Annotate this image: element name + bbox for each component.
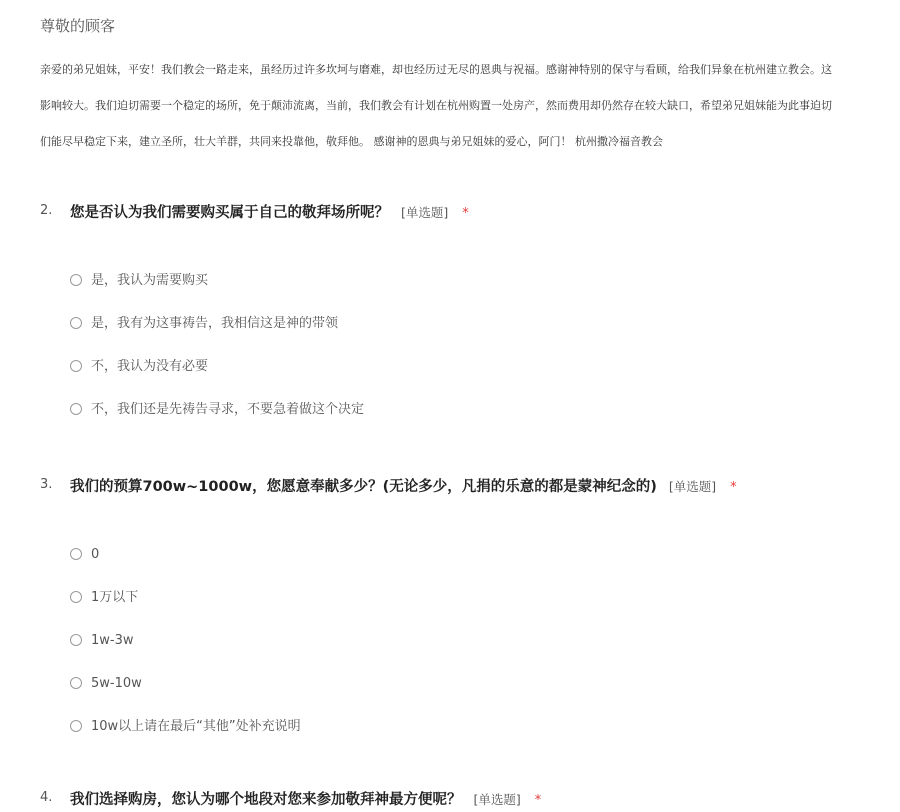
question-type-tag: [单选题] [401,205,449,220]
option-label[interactable]: 不，我们还是先祷告寻求，不要急着做这个决定 [91,402,365,417]
radio-button[interactable] [70,274,82,286]
question-header [40,788,900,812]
intro-line: 影响较大。我们迫切需要一个稳定的场所，免于颠沛流离，当前，我们教会有计划在杭州购置一处房产，然而费用却仍然存在较大缺口，希望弟兄姐妹能为此事迫切 [40,99,832,112]
required-marker: * [534,793,542,808]
radio-button[interactable] [70,548,82,560]
question-title [70,788,541,809]
radio-option[interactable] [70,590,301,633]
radio-button[interactable] [70,591,82,603]
option-label[interactable]: 1w-3w [91,633,134,648]
option-label[interactable]: 5w-10w [91,676,142,691]
survey-page [40,0,900,808]
question-header [40,475,900,499]
question-title-text: 我们选择购房，您认为哪个地段对您来参加敬拜神最方便呢？ [70,792,462,808]
question-header [40,201,900,225]
question-number: 2. [40,203,53,218]
intro-line: 亲爱的弟兄姐妹，平安！我们教会一路走来，虽经历过许多坎坷与磨难，却也经历过无尽的恩典与祝福。感谢神特别的保守与看顾，给我们异象在杭州建立教会。这 [40,63,832,76]
question-title-text: 您是否认为我们需要购买属于自己的敬拜场所呢？ [70,205,389,221]
option-label[interactable]: 不，我认为没有必要 [91,359,209,374]
option-label[interactable]: 0 [91,547,100,562]
radio-option[interactable] [70,316,364,359]
question-2 [40,201,900,417]
question-title-text: 我们的预算700w~1000w，您愿意奉献多少？(无论多少，凡捐的乐意的都是蒙神纪念的) [70,479,657,495]
required-marker: * [730,480,737,495]
required-marker: * [462,206,469,221]
intro-line: 们能尽早稳定下来，建立圣所，壮大羊群，共同来投靠他，敬拜他。 感谢神的恩典与弟兄姐妹的爱心，阿门！ 杭州撒冷福音教会 [40,135,663,148]
question-number: 3. [40,477,53,492]
radio-option[interactable] [70,273,364,316]
radio-option[interactable] [70,359,364,402]
option-list [70,273,364,445]
intro-paragraph [40,52,900,160]
radio-button[interactable] [70,634,82,646]
radio-option[interactable] [70,402,364,445]
option-label[interactable]: 10w以上请在最后“其他”处补充说明 [91,719,301,734]
radio-option[interactable] [70,719,301,762]
radio-button[interactable] [70,720,82,732]
question-type-tag: [单选题] [473,792,521,807]
radio-button[interactable] [70,360,82,372]
radio-button[interactable] [70,677,82,689]
option-label[interactable]: 是，我认为需要购买 [91,273,209,288]
radio-button[interactable] [70,403,82,415]
radio-option[interactable] [70,676,301,719]
question-4 [40,788,900,812]
question-title [70,201,469,222]
option-list [70,547,301,762]
question-type-tag: [单选题] [668,479,717,494]
option-label[interactable]: 1万以下 [91,590,139,605]
radio-button[interactable] [70,317,82,329]
radio-option[interactable] [70,547,301,590]
question-3 [40,475,900,734]
greeting-title: 尊敬的顾客 [40,17,116,35]
question-title [70,475,737,496]
radio-option[interactable] [70,633,301,676]
option-label[interactable]: 是，我有为这事祷告，我相信这是神的带领 [91,316,339,331]
question-number: 4. [40,790,53,805]
